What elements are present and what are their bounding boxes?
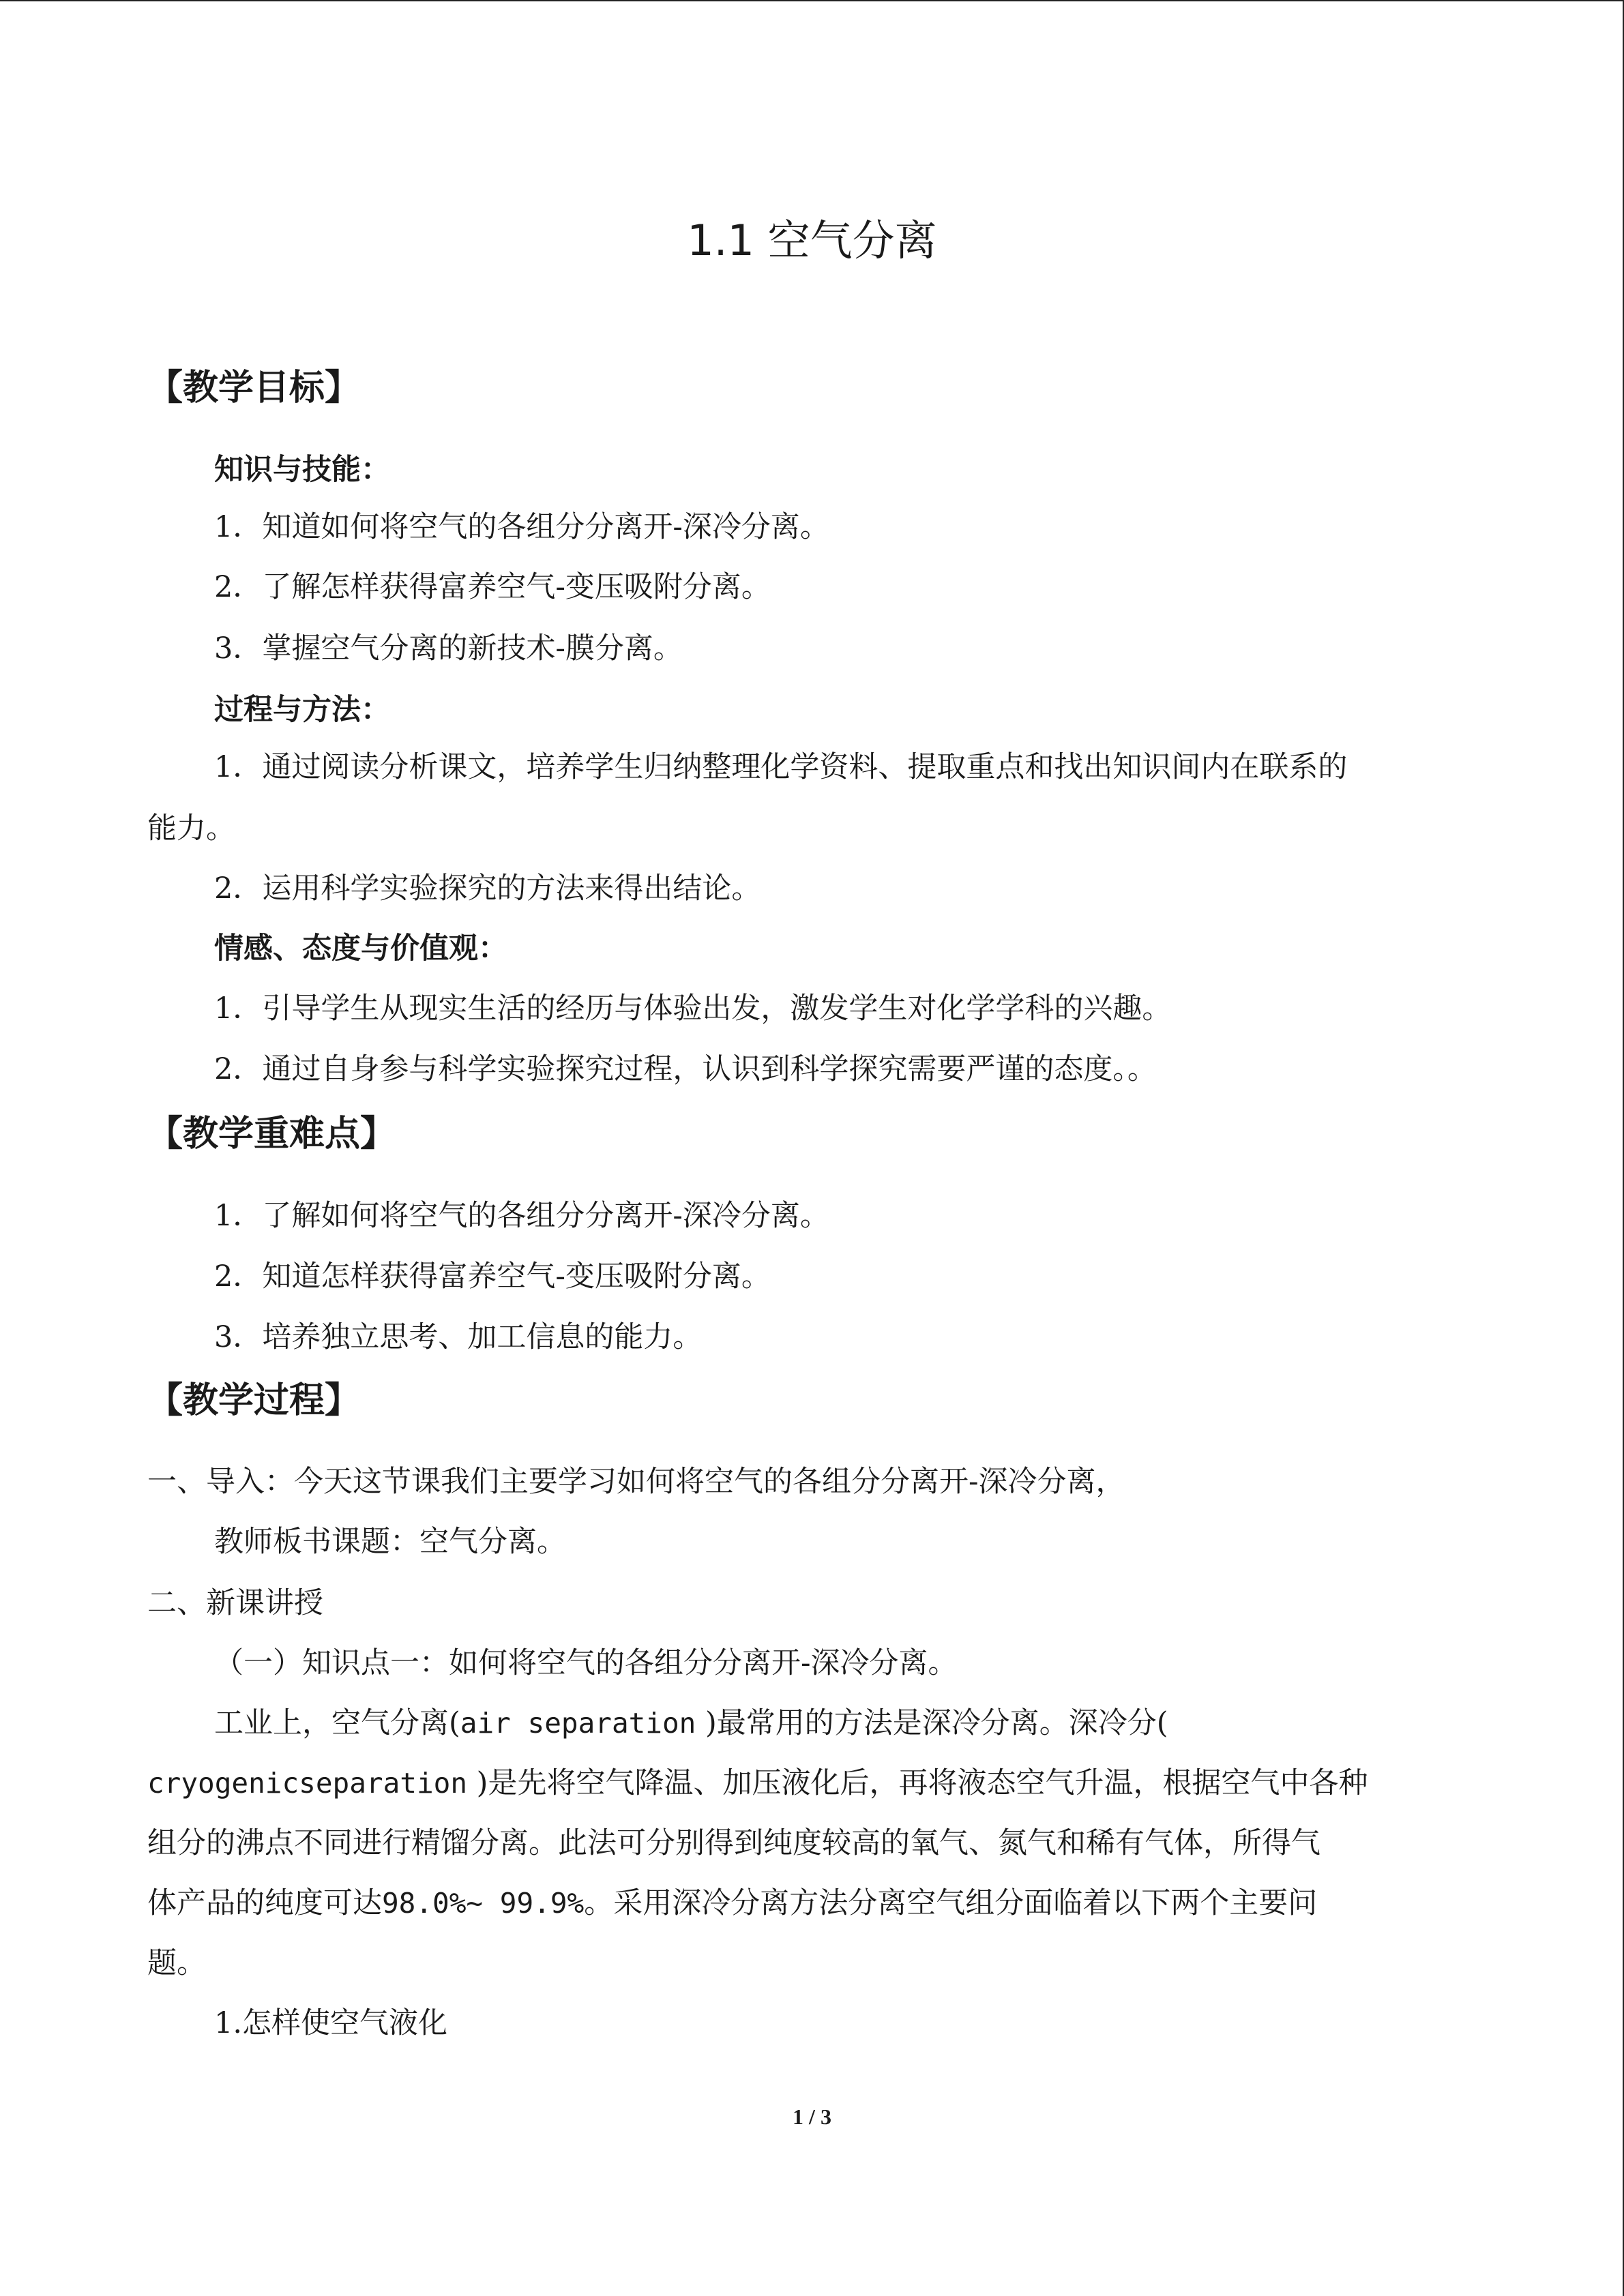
process-method-label: 过程与方法： xyxy=(214,693,390,727)
paragraph-line-1-a: 工业上，空气分离( xyxy=(214,1706,460,1740)
emotion-item-2: 2．通过自身参与科学实验探究过程，认识到科学探究需要严谨的态度。。 xyxy=(214,1052,1157,1086)
knowledge-point-1-line: （一）知识点一：如何将空气的各组分分离开-深冷分离。 xyxy=(214,1646,958,1680)
paragraph-line-1-term: air separation xyxy=(460,1707,696,1740)
paragraph-line-2-b: )是先将空气降温、加压液化后，再将液态空气升温，根据空气中各种 xyxy=(476,1766,1368,1800)
paragraph-line-2 xyxy=(147,1766,1368,1800)
intro-line: 一、导入：今天这节课我们主要学习如何将空气的各组分分离开-深冷分离， xyxy=(147,1465,1125,1499)
knowledge-item-3: 3．掌握空气分离的新技术-膜分离。 xyxy=(214,631,683,666)
paragraph-line-4-c: 。采用深冷分离方法分离空气组分面临着以下两个主要问 xyxy=(584,1886,1318,1920)
key-point-3: 3．培养独立思考、加工信息的能力。 xyxy=(214,1320,703,1354)
objectives-heading: 【教学目标】 xyxy=(147,368,361,408)
process-item-2: 2．运用科学实验探究的方法来得出结论。 xyxy=(214,871,761,906)
key-point-2: 2．知道怎样获得富养空气-变压吸附分离。 xyxy=(214,1259,771,1294)
teaching-process-heading: 【教学过程】 xyxy=(147,1380,361,1421)
page-number: 1 / 3 xyxy=(793,2104,831,2129)
paragraph-line-3: 组分的沸点不同进行精馏分离。此法可分别得到纯度较高的氧气、氮气和稀有气体，所得气 xyxy=(147,1826,1320,1860)
paragraph-line-2-term: cryogenicseparation xyxy=(147,1767,467,1800)
paragraph-line-1 xyxy=(214,1706,1168,1740)
paragraph-line-4-value: 98.0%~ 99.9% xyxy=(382,1887,585,1920)
paragraph-line-5: 题。 xyxy=(147,1946,206,1980)
board-line: 教师板书课题：空气分离。 xyxy=(214,1525,566,1559)
new-lesson-line: 二、新课讲授 xyxy=(147,1586,323,1620)
page-title: 1.1 空气分离 xyxy=(687,215,937,265)
knowledge-item-1: 1．知道如何将空气的各组分分离开-深冷分离。 xyxy=(214,510,829,544)
emotion-item-1: 1．引导学生从现实生活的经历与体验出发，激发学生对化学学科的兴趣。 xyxy=(214,992,1172,1026)
question-1-line: 1.怎样使空气液化 xyxy=(214,2006,448,2040)
paragraph-line-4 xyxy=(147,1886,1318,1920)
process-item-1-cont: 能力。 xyxy=(147,811,235,846)
emotion-values-label: 情感、态度与价值观： xyxy=(214,931,507,966)
key-points-heading: 【教学重难点】 xyxy=(147,1114,396,1154)
paragraph-line-4-a: 体产品的纯度可达 xyxy=(147,1886,382,1920)
knowledge-skills-label: 知识与技能： xyxy=(214,453,390,487)
process-item-1: 1．通过阅读分析课文，培养学生归纳整理化学资料、提取重点和找出知识间内在联系的 xyxy=(214,750,1348,784)
knowledge-item-2: 2．了解怎样获得富养空气-变压吸附分离。 xyxy=(214,570,771,604)
key-point-1: 1．了解如何将空气的各组分分离开-深冷分离。 xyxy=(214,1199,829,1233)
paragraph-line-1-c: )最常用的方法是深冷分离。深冷分( xyxy=(705,1706,1168,1740)
